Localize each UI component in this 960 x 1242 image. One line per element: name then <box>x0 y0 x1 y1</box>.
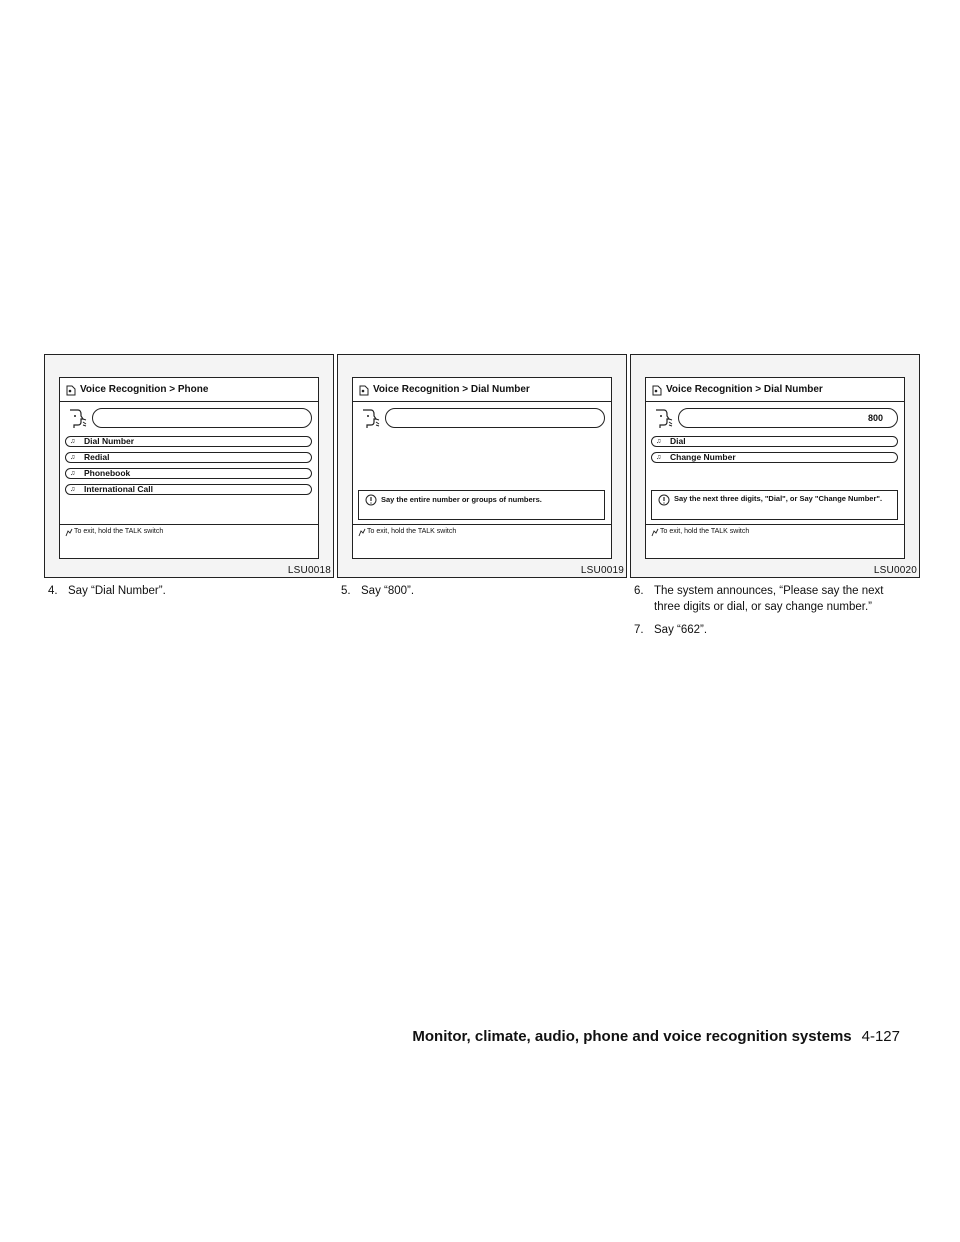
voice-command-icon: ♫ <box>70 486 76 493</box>
screen-title <box>62 380 318 400</box>
screen-footer <box>62 526 318 538</box>
menu-item-dial-number[interactable] <box>65 436 312 447</box>
screen-voice-recognition-dial-number <box>352 377 612 559</box>
voice-recognition-icon <box>66 385 76 396</box>
menu-item-phonebook[interactable] <box>65 468 312 479</box>
menu-item-label: Dial Number <box>84 436 135 446</box>
menu-item-label: Redial <box>84 452 110 462</box>
step-number: 7. <box>634 624 644 636</box>
screen-voice-recognition-dial-number <box>645 377 905 559</box>
divider <box>60 524 318 525</box>
menu-item-dial[interactable] <box>651 436 898 447</box>
steps-column-2 <box>339 583 609 606</box>
figure-caption: LSU0020 <box>873 565 917 576</box>
step-text: Say “Dial Number”. <box>68 585 166 597</box>
figure-caption: LSU0018 <box>287 565 331 576</box>
hint-text: Say the entire number or groups of numbers. <box>381 495 542 504</box>
voice-input-field <box>385 408 605 428</box>
figure-lsu0020 <box>630 354 920 578</box>
voice-command-icon: ♫ <box>656 454 662 461</box>
hint-box <box>651 490 898 520</box>
step-7 <box>632 622 912 638</box>
voice-input-field <box>92 408 312 428</box>
divider <box>353 401 611 402</box>
step-text: The system announces, “Please say the next three digits or dial, or say change number.” <box>654 585 884 613</box>
figure-caption: LSU0019 <box>580 565 624 576</box>
section-title: Monitor, climate, audio, phone and voice recognition systems <box>412 1028 852 1045</box>
screen-title <box>648 380 904 400</box>
speaking-head-icon <box>359 407 383 431</box>
voice-recognition-icon <box>359 385 369 396</box>
step-4 <box>46 583 316 599</box>
page-number: 4-127 <box>861 1028 900 1045</box>
hint-box <box>358 490 605 520</box>
figure-lsu0019 <box>337 354 627 578</box>
menu-item-label: Dial <box>670 436 686 446</box>
talk-switch-icon <box>358 528 366 537</box>
speaking-head-icon <box>66 407 90 431</box>
info-icon <box>365 494 377 506</box>
screen-voice-recognition-phone <box>59 377 319 559</box>
speaking-head-icon <box>652 407 676 431</box>
steps-column-1 <box>46 583 316 606</box>
menu-item-label: Change Number <box>670 452 736 462</box>
voice-command-icon: ♫ <box>70 454 76 461</box>
menu-item-change-number[interactable] <box>651 452 898 463</box>
screen-footer <box>648 526 904 538</box>
screen-footer-text: To exit, hold the TALK switch <box>74 528 164 535</box>
voice-recognition-icon <box>652 385 662 396</box>
divider <box>353 524 611 525</box>
divider <box>60 401 318 402</box>
voice-command-icon: ♫ <box>70 470 76 477</box>
screen-title-text: Voice Recognition > Phone <box>80 384 209 395</box>
voice-command-icon: ♫ <box>656 438 662 445</box>
screen-title-text: Voice Recognition > Dial Number <box>373 384 530 395</box>
voice-input-field: 800 <box>678 408 898 428</box>
menu-item-label: Phonebook <box>84 468 131 478</box>
step-number: 5. <box>341 585 351 597</box>
hint-text: Say the next three digits, "Dial", or Say "Change Number". <box>674 494 883 503</box>
screen-footer-text: To exit, hold the TALK switch <box>660 528 750 535</box>
step-number: 4. <box>48 585 58 597</box>
voice-command-icon: ♫ <box>70 438 76 445</box>
screen-footer-text: To exit, hold the TALK switch <box>367 528 457 535</box>
screen-title <box>355 380 611 400</box>
step-5 <box>339 583 609 599</box>
talk-switch-icon <box>65 528 73 537</box>
divider <box>646 524 904 525</box>
divider <box>646 401 904 402</box>
page-footer <box>412 1027 900 1047</box>
menu-item-redial[interactable] <box>65 452 312 463</box>
talk-switch-icon <box>651 528 659 537</box>
screen-title-text: Voice Recognition > Dial Number <box>666 384 823 395</box>
step-text: Say “800”. <box>361 585 415 597</box>
figure-lsu0018 <box>44 354 334 578</box>
info-icon <box>658 494 670 506</box>
menu-item-label: International Call <box>84 484 153 494</box>
step-text: Say “662”. <box>654 624 708 636</box>
menu-item-international-call[interactable] <box>65 484 312 495</box>
screen-footer <box>355 526 611 538</box>
step-number: 6. <box>634 585 644 597</box>
steps-column-3 <box>632 583 912 645</box>
step-6 <box>632 583 912 615</box>
